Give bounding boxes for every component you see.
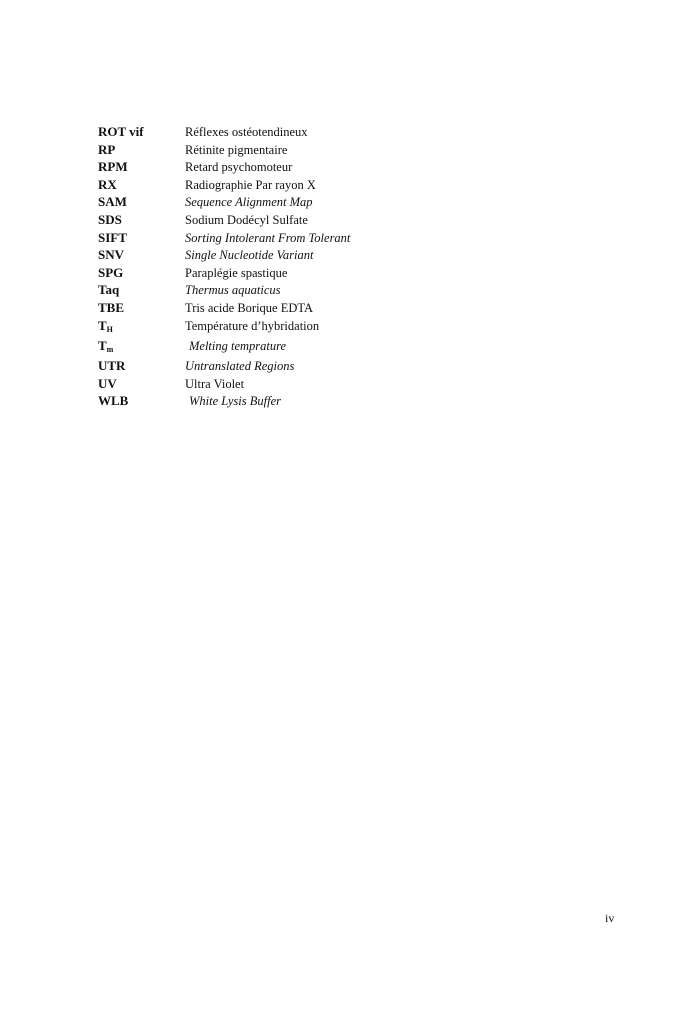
abbreviation-row: [98, 193, 518, 211]
abbreviation-term-base: T: [98, 317, 107, 333]
abbreviation-definition: Température d’hybridation: [185, 318, 320, 333]
abbreviation-term: RPM: [98, 159, 128, 175]
abbreviation-definition: Retard psychomoteur: [185, 160, 293, 175]
page-number: iv: [605, 911, 615, 925]
abbreviation-term: UTR: [98, 358, 126, 374]
abbreviation-row: [98, 229, 518, 247]
abbreviation-row: [98, 246, 518, 264]
abbreviation-term: SAM: [98, 194, 127, 210]
abbreviation-definition: Ultra Violet: [185, 376, 245, 391]
abbreviation-term: RP: [98, 141, 116, 157]
abbreviation-definition: Thermus aquaticus: [185, 283, 281, 298]
abbreviation-row: [98, 123, 518, 141]
abbreviation-definition: Sequence Alignment Map: [185, 195, 313, 210]
abbreviation-row: [98, 317, 518, 335]
abbreviation-term: SPG: [98, 264, 124, 280]
abbreviation-term: RX: [98, 176, 117, 192]
abbreviation-row: [98, 211, 518, 229]
abbreviation-term: [98, 317, 185, 335]
abbreviation-term-subscript: H: [106, 324, 113, 334]
abbreviation-term: Taq: [98, 282, 120, 298]
abbreviation-list: [98, 123, 518, 410]
abbreviation-definition: Paraplégie spastique: [185, 265, 288, 280]
abbreviation-definition: Single Nucleotide Variant: [185, 248, 314, 263]
abbreviation-row: [98, 299, 518, 317]
abbreviation-row: [98, 141, 518, 159]
abbreviation-definition: Rétinite pigmentaire: [185, 142, 288, 157]
abbreviation-definition: White Lysis Buffer: [189, 394, 281, 409]
abbreviation-term-subscript: m: [106, 345, 114, 355]
abbreviation-definition: Radiographie Par rayon X: [185, 177, 316, 192]
abbreviation-definition: Sorting Intolerant From Tolerant: [185, 230, 351, 245]
abbreviation-term: [98, 334, 185, 357]
abbreviation-definition: Tris acide Borique EDTA: [185, 300, 314, 315]
abbreviation-row: [98, 375, 518, 393]
abbreviation-row: [98, 392, 518, 410]
abbreviation-term: WLB: [98, 393, 129, 409]
abbreviation-term: UV: [98, 375, 117, 391]
abbreviation-row: [98, 281, 518, 299]
abbreviation-definition: Réflexes ostéotendineux: [185, 125, 308, 139]
abbreviation-row: [98, 264, 518, 282]
abbreviation-definition: Melting temprature: [189, 339, 287, 354]
abbreviation-row: [98, 357, 518, 375]
abbreviation-row: [98, 158, 518, 176]
abbreviation-term: ROT vif: [98, 124, 144, 139]
abbreviation-definition: Sodium Dodécyl Sulfate: [185, 212, 308, 227]
abbreviation-term: TBE: [98, 299, 125, 315]
abbreviation-row: [98, 176, 518, 194]
abbreviation-row: [98, 334, 518, 357]
abbreviation-definition: Untranslated Regions: [185, 359, 295, 374]
abbreviation-term-base: T: [98, 338, 107, 354]
abbreviation-term: SIFT: [98, 229, 127, 245]
abbreviation-term: SDS: [98, 211, 122, 227]
abbreviation-term: SNV: [98, 247, 125, 263]
